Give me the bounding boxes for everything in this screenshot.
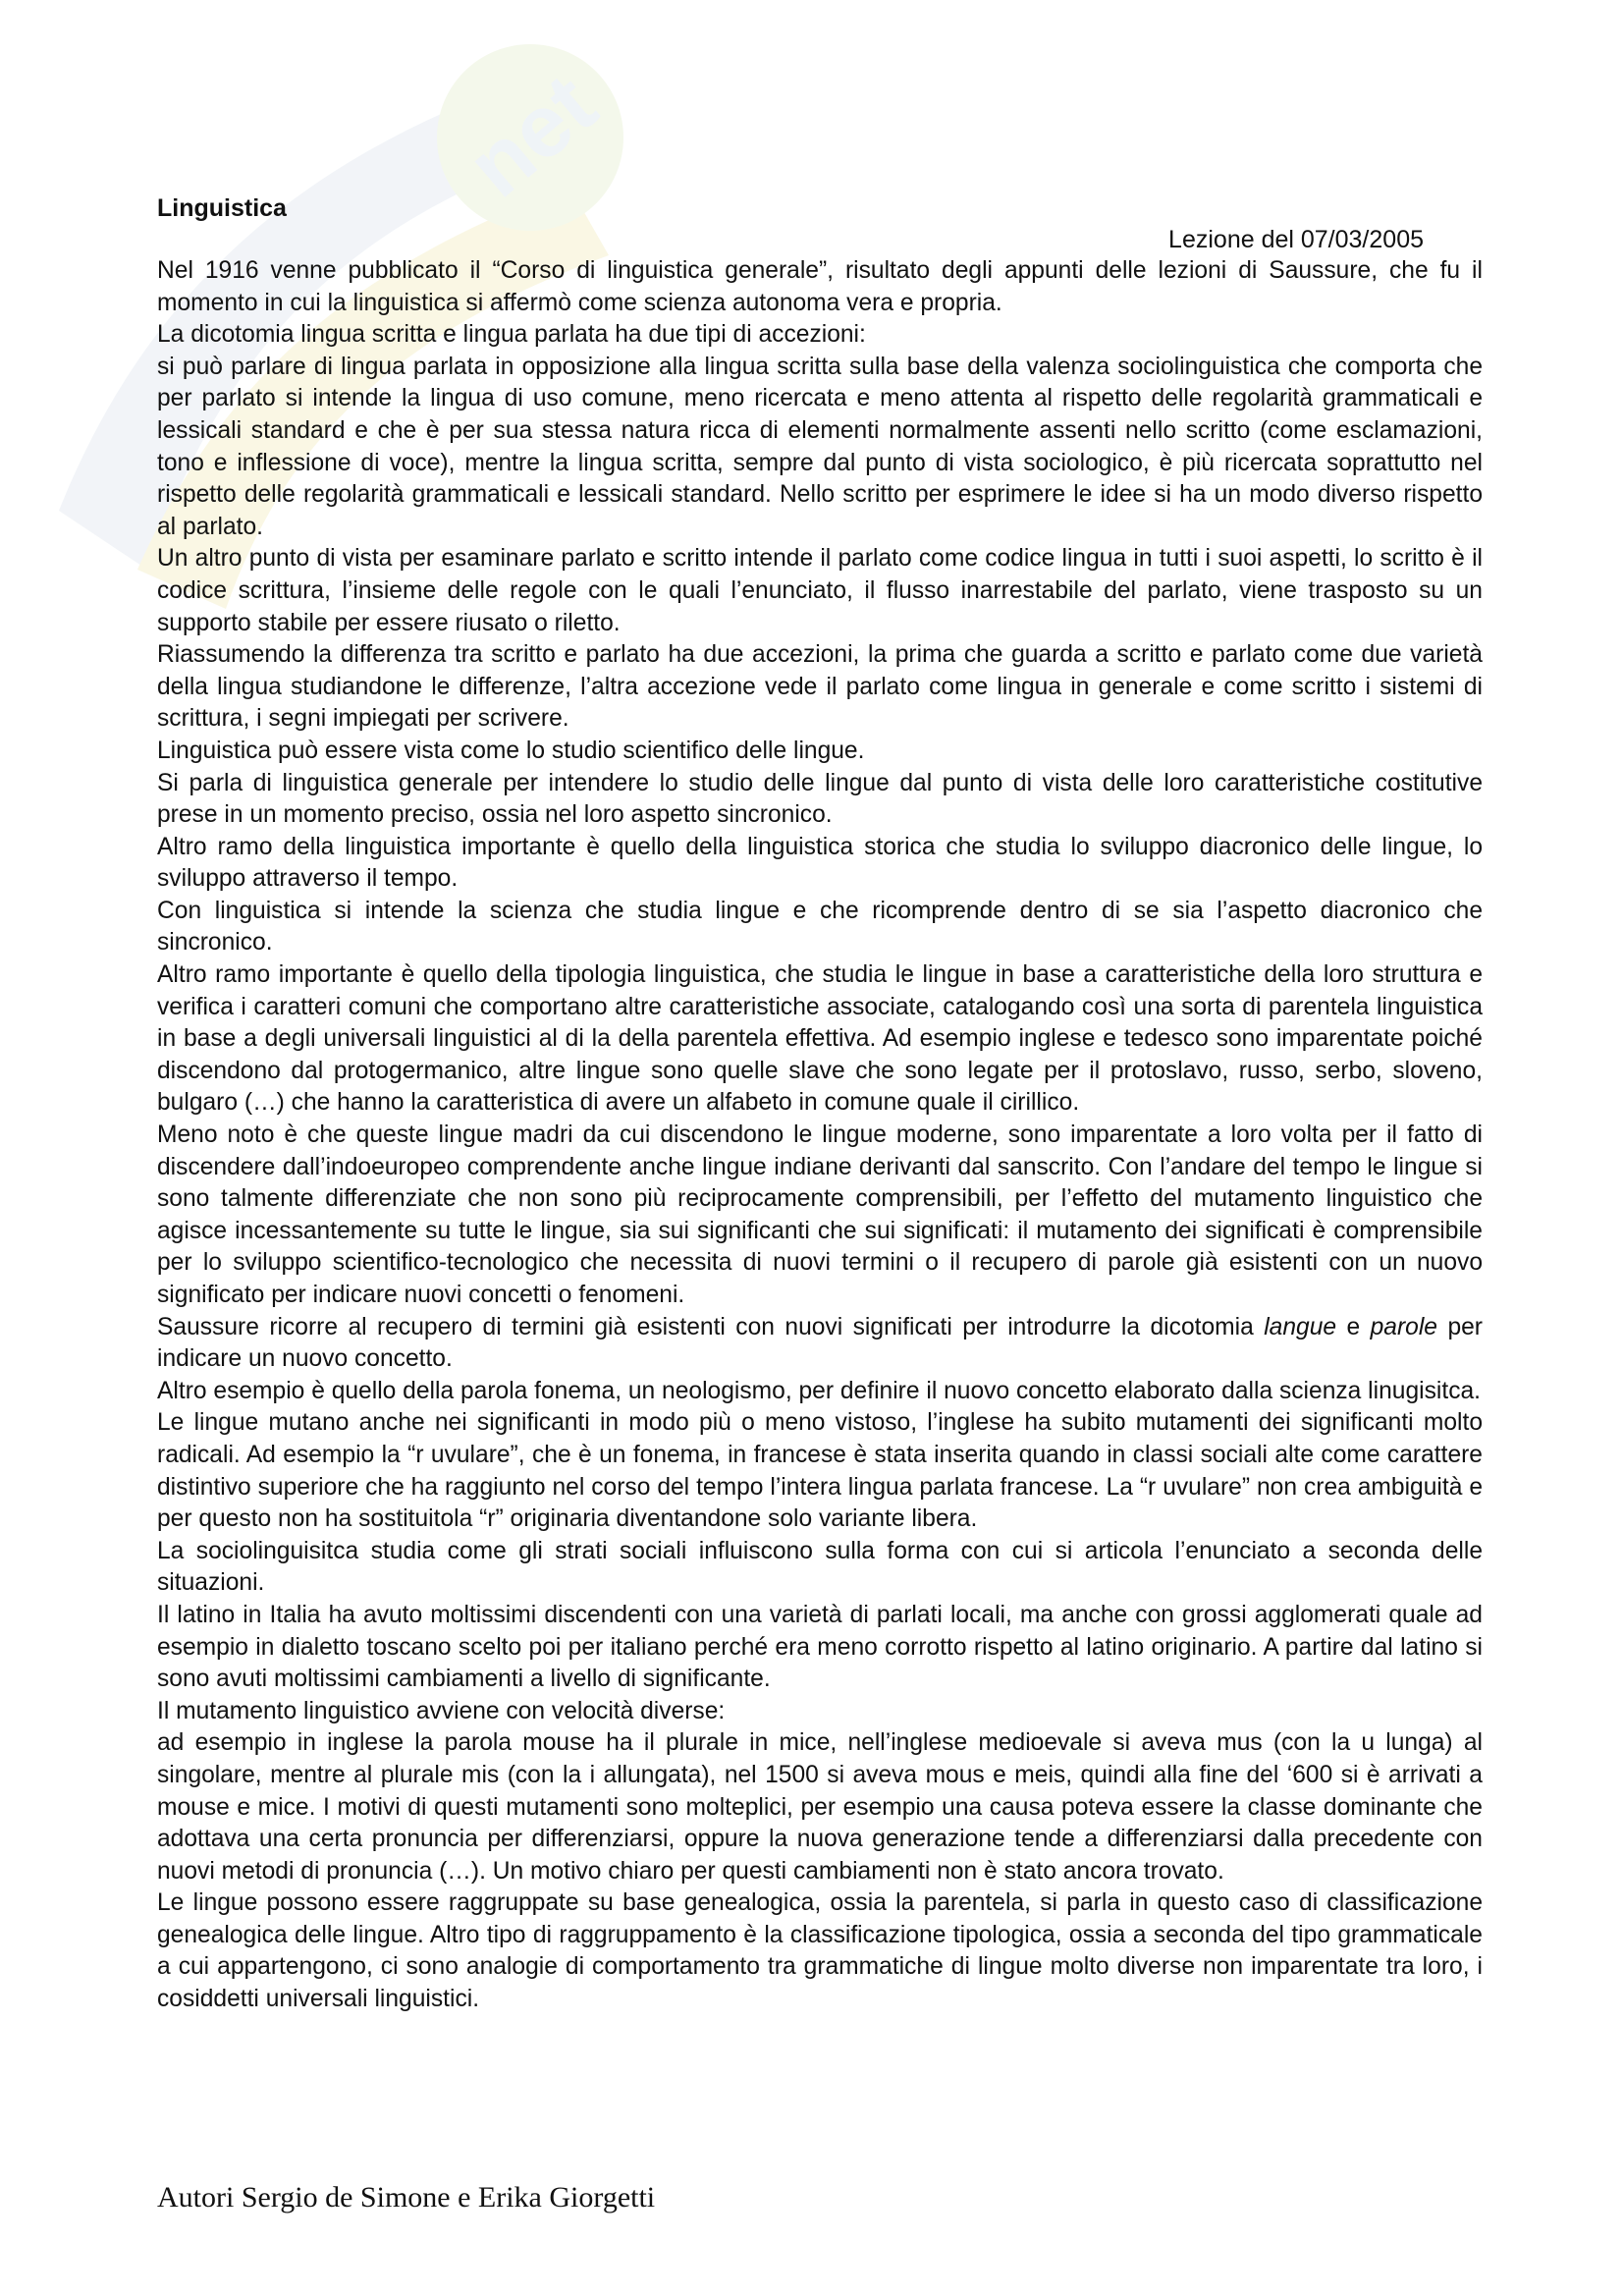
paragraph: Altro esempio è quello della parola fonema, un neologismo, per definire il nuovo concetto elaborato dalla scienza linugisitca. bbox=[157, 1377, 1482, 1404]
paragraph: Altro ramo della linguistica importante è quello della linguistica storica che studia lo sviluppo diacronico delle lingue, lo sviluppo attraverso il tempo. bbox=[157, 833, 1483, 893]
paragraph: si può parlare di lingua parlata in opposizione alla lingua scritta sulla base della valenza sociolinguistica che comporta che per parlato si intende la lingua di uso comune, meno ricercata e meno attenta al rispetto delle regolarità grammaticali e lessicali standard e che è per sua stessa natura ricca di elementi normalmente assenti nello scritto (come esclamazioni, tono e inflessione di voce), mentre la lingua scritta, sempre dal punto di vista sociologico, è più ricercata soprattutto nel rispetto delle regolarità grammaticali e lessicali standard. Nello scritto per esprimere le idee si ha un modo diverso rispetto al parlato. bbox=[157, 353, 1483, 540]
footer-authors: Autori Sergio de Simone e Erika Giorgetti bbox=[157, 2181, 656, 2214]
saussure-text-2: e bbox=[1336, 1313, 1371, 1340]
paragraph: La dicotomia lingua scritta e lingua parlata ha due tipi di accezioni: bbox=[157, 321, 866, 349]
watermark-text: net bbox=[450, 55, 615, 217]
lesson-date: Lezione del 07/03/2005 bbox=[1168, 226, 1424, 253]
paragraph: ad esempio in inglese la parola mouse ha il plurale in mice, nell’inglese medioevale si aveva mus (con la u lunga) al singolare, mentre al plurale mis (con la i allungata), nel 1500 si aveva mous e meis, quindi alla fine del ‘600 si è arrivati a mouse e mice. I motivi di questi mutamenti sono molteplici, per esempio una causa poteva essere la classe dominante che adottava una certa pronuncia per differenziarsi, oppure la nuova generazione tende a differenziarsi dalla precedente con nuovi metodi di pronuncia (…). Un motivo chiaro per questi cambiamenti non è stato ancora trovato. bbox=[157, 1729, 1483, 1885]
paragraph: Un altro punto di vista per esaminare parlato e scritto intende il parlato come codice lingua in tutti i suoi aspetti, lo scritto è il codice scrittura, l’insieme delle regole con le quali l’enunciato, il flusso inarrestabile del parlato, viene trasposto su un supporto stabile per essere riusato o riletto. bbox=[157, 545, 1483, 636]
document-page bbox=[157, 192, 1483, 2016]
saussure-paragraph bbox=[157, 1312, 1483, 1376]
saussure-text-1: Saussure ricorre al recupero di termini già esistenti con nuovi significati per introdurre la dicotomia bbox=[157, 1313, 1265, 1340]
paragraph: Le lingue possono essere raggruppate su base genealogica, ossia la parentela, si parla in questo caso di classificazione genealogica delle lingue. Altro tipo di raggruppamento è la classificazione tipologica, ossia a seconda del tipo grammaticale a cui appartengono, ci sono analogie di comportamento tra grammatiche di lingue molto diverse non imparentate tra loro, i cosiddetti universali linguistici. bbox=[157, 1889, 1483, 2013]
saussure-text-3: per indicare un nuovo concetto. bbox=[157, 1313, 1483, 1373]
document-title: Linguistica bbox=[157, 194, 287, 222]
paragraph: Il mutamento linguistico avviene con velocità diverse: bbox=[157, 1697, 726, 1724]
paragraph: Riassumendo la differenza tra scritto e parlato ha due accezioni, la prima che guarda a scritto e parlato come due varietà della lingua studiandone le differenze, l’altra accezione vede il parlato come lingua in generale e come scritto i sistemi di scrittura, i segni impiegati per scrivere. bbox=[157, 641, 1483, 733]
paragraph: Nel 1916 venne pubblicato il “Corso di linguistica generale”, risultato degli appunti delle lezioni di Saussure, che fu il momento in cui la linguistica si affermò come scienza autonoma vera e propria. bbox=[157, 257, 1483, 316]
paragraph: Con linguistica si intende la scienza che studia lingue e che ricomprende dentro di se sia l’aspetto diacronico che sincronico. bbox=[157, 897, 1483, 957]
paragraph: Si parla di linguistica generale per intendere lo studio delle lingue dal punto di vista delle loro caratteristiche costitutive prese in un momento preciso, ossia nel loro aspetto sincronico. bbox=[157, 769, 1483, 829]
term-langue: langue bbox=[1264, 1313, 1337, 1340]
paragraph: Altro ramo importante è quello della tipologia linguistica, che studia le lingue in base a caratteristiche della loro struttura e verifica i caratteri comuni che comportano altre caratteristiche associate, catalogando così una sorta di parentela linguistica in base a degli universali linguistici al di la della parentela effettiva. Ad esempio inglese e tedesco sono imparentate poiché discendono dal protogermanico, altre lingue sono quelle slave che sono legate per il protoslavo, russo, serbo, sloveno, bulgaro (…) che hanno la caratteristica di avere un alfabeto in comune quale il cirillico. bbox=[157, 961, 1483, 1117]
paragraph: La sociolinguisitca studia come gli strati sociali influiscono sulla forma con cui si articola l’enunciato a seconda delle situazioni. bbox=[157, 1537, 1483, 1597]
document-body bbox=[157, 255, 1483, 2016]
paragraph: Meno noto è che queste lingue madri da cui discendono le lingue moderne, sono imparentate a loro volta per il fatto di discendere dall’indoeuropeo comprendente anche lingue indiane derivanti dal sanscrito. Con l’andare del tempo le lingue si sono talmente differenziate che non sono più reciprocamente comprensibili, per l’effetto del mutamento linguistico che agisce incessantemente su tutte le lingue, sia sui significanti che sui significati: il mutamento dei significati è comprensibile per lo sviluppo scientifico-tecnologico che necessita di nuovi termini o il recupero di parole già esistenti con un nuovo significato per indicare nuovi concetti o fenomeni. bbox=[157, 1121, 1483, 1308]
paragraph: Il latino in Italia ha avuto moltissimi discendenti con una varietà di parlati locali, ma anche con grossi agglomerati quale ad esempio in dialetto toscano scelto poi per italiano perché era meno corrotto rispetto al latino originario. A partire dal latino si sono avuti moltissimi cambiamenti a livello di significante. bbox=[157, 1601, 1483, 1693]
paragraph: Le lingue mutano anche nei significanti in modo più o meno vistoso, l’inglese ha subito mutamenti dei significanti molto radicali. Ad esempio la “r uvulare”, che è un fonema, in francese è stata inserita quando in classi sociali alte come carattere distintivo superiore che ha raggiunto nel corso del tempo l’intera lingua parlata francese. La “r uvulare” non crea ambiguità e per questo non ha sostituitola “r” originaria diventandone solo variante libera. bbox=[157, 1409, 1483, 1533]
term-parole: parole bbox=[1370, 1313, 1437, 1340]
paragraph: Linguistica può essere vista come lo studio scientifico delle lingue. bbox=[157, 737, 865, 764]
